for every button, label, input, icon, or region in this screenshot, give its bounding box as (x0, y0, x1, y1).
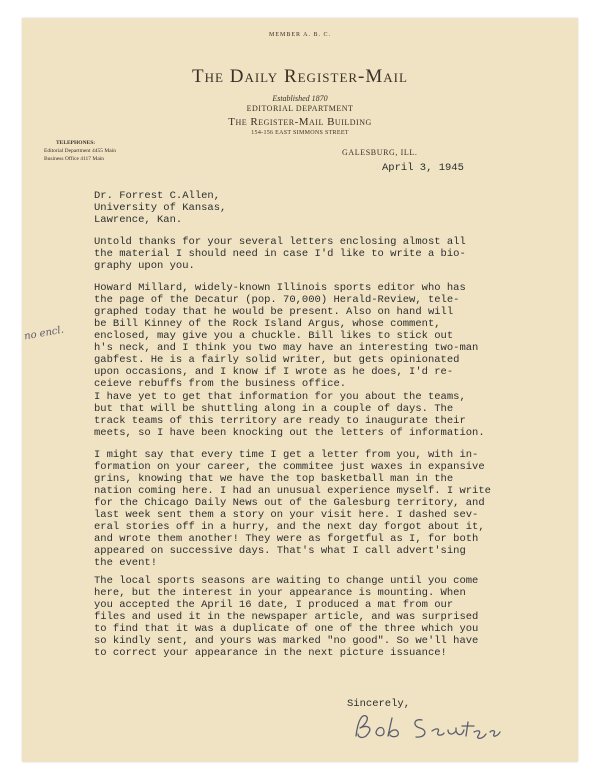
margin-handwritten-note: no encl. (23, 324, 65, 343)
newspaper-title: The Daily Register-Mail (192, 66, 408, 87)
recipient-address: Dr. Forrest C.Allen, University of Kansas, Lawrence, Kan. (94, 190, 227, 226)
telephone-editorial: Editorial Department 4455 Main (44, 148, 116, 154)
building-line: The Register-Mail Building (228, 116, 372, 128)
paragraph-3: I have yet to get that information for you about the teams, but that will be shuttling along in a couple of days. The track teams of this territory are ready to inaugurate their meets, so I have been knocking out the letters of information. (94, 391, 485, 439)
letter-page (22, 18, 578, 762)
paragraph-5: The local sports seasons are waiting to change until you come here, but the interest in your appearance is mounting. When you accepted the April 16 date, I produced a mat from our files and used it in the newspaper article, and was surprised to find that it was a duplicate of one of the three which you so kindly sent, and yours was marked "no good". So we'll have to correct your appearance in the next picture issuance! (94, 575, 479, 659)
member-line: MEMBER A. B. C. (268, 32, 331, 38)
telephone-business: Business Office 4117 Main (44, 156, 105, 162)
paragraph-4: I might say that every time I get a letter from you, with in- formation on your career, the commitee just waxes in expansive grins, knowing that we have the top basketball man in the nation coming here. I had an unusual experience myself. I write for the Chicago Daily News out of the Galesburg territory, and last week sent them a story on your visit here. I dashed sev- eral stories off in a hurry, and the next day forgot about it, and wrote them another! They were as forgetful as I, for both appeared on successive days. That's what I call advert'sing the event! (94, 449, 491, 569)
city-line: GALESBURG, ILL. (342, 148, 418, 157)
paragraph-1: Untold thanks for your several letters enclosing almost all the material I should need in case I'd like to write a bio- graphy upon you. (94, 236, 466, 272)
closing: Sincerely, (347, 698, 411, 710)
paragraph-2: Howard Millard, widely-known Illinois sports editor who has the page of the Decatur (pop. 70,000) Herald-Review, tele- graphed today that he would be present. Also on hand will be Bill Kinney of the Rock Island Argus, whose comment, enclosed, may give you a chuckle. Bill likes to stick out h's neck, and I think you two may have an interesting two-man gabfest. He is a fairly solid writer, but gets opinionated upon occasions, and I know if I wrote as he does, I'd re- ceieve rebuffs from the business office. (94, 282, 479, 390)
letter-date: April 3, 1945 (382, 162, 464, 174)
handwritten-signature (352, 706, 502, 746)
telephones-block (44, 139, 116, 163)
street-address: 154-156 EAST SIMMONS STREET (251, 130, 349, 136)
department-line: EDITORIAL DEPARTMENT (246, 104, 354, 113)
established-line: Established 1870 (272, 94, 328, 103)
telephones-label: TELEPHONES: (56, 140, 96, 146)
